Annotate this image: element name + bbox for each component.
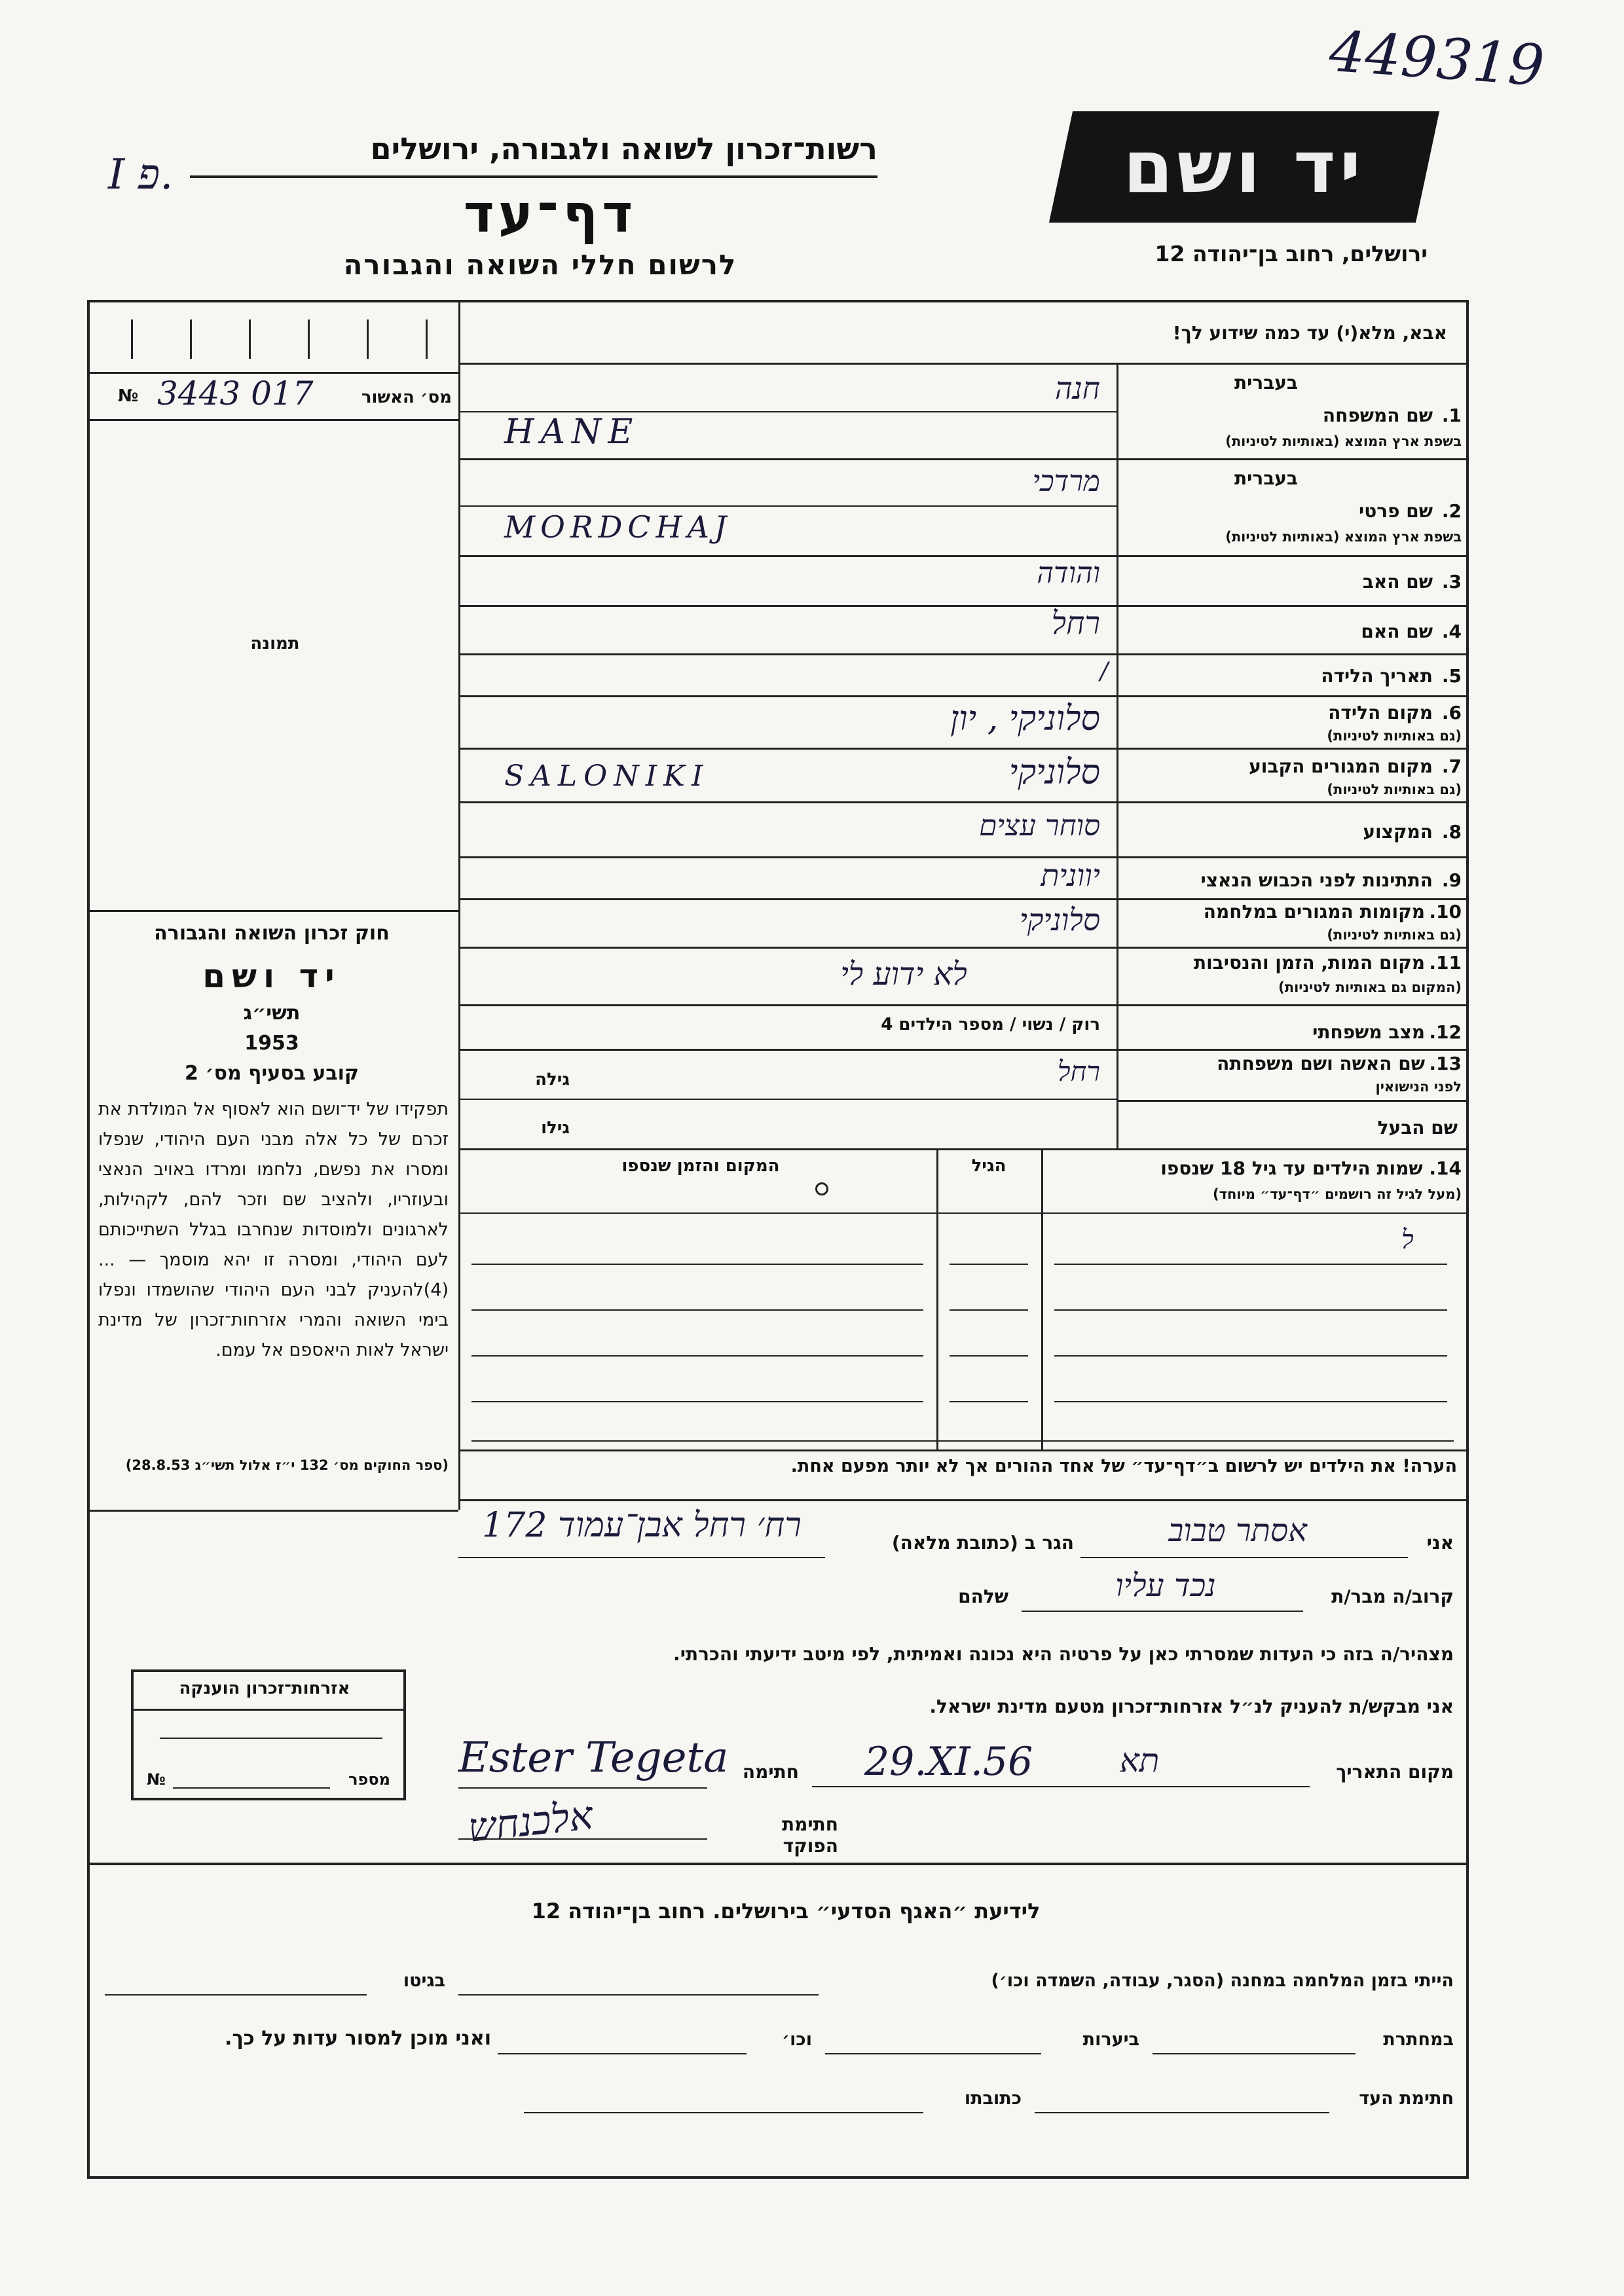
value-profession: סוחר עצים <box>979 809 1100 843</box>
intro-text: אבא, מלא(י) עד כמה שידוע לך! <box>1172 322 1447 344</box>
label-first-name: שם פרטי <box>1358 500 1433 522</box>
file-number: 449319 <box>1327 18 1547 100</box>
label-residence: מקום המגורים הקבוע <box>1249 756 1433 777</box>
footer-line1-blank <box>458 1994 819 1995</box>
decl-officer-sign: אלכנחש <box>466 1793 595 1851</box>
rule-7 <box>458 801 1469 803</box>
decl-relation-label: קרוב/ה מבר/ת <box>1331 1586 1454 1607</box>
children-place-dot <box>815 1182 828 1195</box>
label-birth-place: מקום הלידה <box>1328 702 1433 723</box>
label-death: מקום המות, הזמן והנסיבות <box>1193 952 1425 974</box>
label-birth-date: תאריך הלידה <box>1321 665 1433 687</box>
label-father: שם האב <box>1362 571 1433 592</box>
note-top-rule <box>458 1449 1469 1451</box>
age-line-2 <box>950 1309 1028 1311</box>
memorial-box: אזרחות־זכרון הוענקה מספר № <box>131 1669 406 1800</box>
memorial-box-line-2 <box>173 1787 330 1789</box>
footer-line2-blank-a <box>1153 2053 1356 2054</box>
footer-line2-a: במחתרת <box>1383 2030 1454 2050</box>
rule-husband <box>458 1148 1469 1150</box>
law-clause: קובע בסעיף מס׳ 2 <box>184 1062 360 1085</box>
photo-label: תמונה <box>250 634 300 653</box>
footer-title: לידיעת ״האגף הסדעי״ בירושלים. רחוב בן־יהודה 12 <box>531 1899 1041 1923</box>
label-surname: שם המשפחה <box>1322 405 1433 426</box>
photo-bottom-rule <box>87 910 458 912</box>
field-row-9: 9. התתינות לפני הכבוש הנאצי <box>1200 869 1462 891</box>
decl-signature: Ester Tegeta <box>458 1734 729 1782</box>
decl-resident-label: הגר ב (כתובת מלאה) <box>891 1532 1074 1554</box>
note-bottom-rule <box>458 1499 1469 1501</box>
child-line-3 <box>1054 1355 1447 1357</box>
value-surname-lat: HANE <box>504 412 640 452</box>
value-residence-lat: SALONIKI <box>504 759 710 793</box>
decl-officer-line <box>458 1838 707 1840</box>
place-line-5 <box>471 1440 1454 1442</box>
margin-note: I פ. <box>108 151 174 199</box>
decl-officer-label: חתימת הפוקד <box>782 1813 838 1857</box>
label-husband-age: גילו <box>541 1118 570 1138</box>
intro-rule <box>458 363 1469 365</box>
rule-11 <box>458 1004 1469 1006</box>
approval-top-rule <box>87 372 458 374</box>
decl-i-value: אסתר טבוב <box>1168 1512 1307 1549</box>
label-wartime-residence: מקומות המגורים במלחמה <box>1203 901 1425 922</box>
law-year-heb: תשי״ג <box>243 1002 301 1025</box>
footer-line2-b: ביערות <box>1082 2030 1139 2050</box>
footer-line3-a: חתימת העד <box>1359 2088 1454 2109</box>
form-title: דף־עד <box>463 183 637 244</box>
law-name: יד ושם <box>202 957 341 995</box>
footer-line2-c: וכו׳ <box>782 2030 812 2050</box>
value-surname-heb: חנה <box>1054 371 1100 406</box>
footer-line3-blank-a <box>1035 2112 1329 2113</box>
rule-4 <box>458 653 1469 655</box>
approval-ticks <box>118 319 452 363</box>
field-row-7: 7. מקום המגורים הקבוע (גם באותיות לטיניות) <box>1249 756 1462 797</box>
children-age-col: הגיל <box>971 1156 1006 1176</box>
rule-5 <box>458 695 1469 697</box>
place-line-1 <box>471 1264 923 1265</box>
field-row-12: 12. מצב משפחתי <box>1312 1021 1462 1043</box>
decl-date-value: 29.XI.56 <box>864 1739 1033 1785</box>
law-bottom-rule <box>87 1510 458 1512</box>
memorial-box-line-1 <box>160 1738 382 1739</box>
approval-bottom-rule <box>87 419 458 421</box>
approval-row: № 3443 017 מס׳ האשור <box>118 374 452 412</box>
gazette-ref: (ספר החוקים מס׳ 132 י״ז אלול תשי״ג 28.8.53) <box>125 1457 449 1473</box>
memorial-number-label: מספר <box>348 1770 390 1789</box>
decl-signature-label: חתימה <box>742 1761 799 1783</box>
footer-line2-blank-c <box>498 2053 747 2054</box>
place-line-3 <box>471 1355 923 1357</box>
footer-line1: הייתי בזמן המלחמה במחנה (הסגר, עבודה, השמדה וכו׳) <box>991 1971 1454 1991</box>
field-row-1: 1. שם המשפחה בעברית בשפת ארץ המוצא (באותיות לטיניות) <box>1225 372 1462 449</box>
age-line-1 <box>950 1264 1028 1265</box>
value-wartime-residence: סלוניקי <box>1019 902 1100 938</box>
value-birth-date: / <box>1100 658 1109 685</box>
place-line-2 <box>471 1309 923 1311</box>
place-line-4 <box>471 1401 923 1402</box>
footer-line1-end: בגיטו <box>403 1971 445 1991</box>
decl-place-date-line <box>812 1786 1310 1787</box>
field-row-5: 5. תאריך הלידה <box>1321 665 1462 687</box>
authority-underline <box>190 175 877 178</box>
form-subtitle: לרשום חללי השואה והגבורה <box>343 249 737 281</box>
children-mark: ל <box>1401 1225 1414 1255</box>
age-line-3 <box>950 1355 1028 1357</box>
children-header-rule <box>458 1212 1469 1214</box>
decl-relation-value: נכד עליו <box>1115 1567 1216 1604</box>
value-nationality: יוונית <box>1041 858 1100 893</box>
footer-line1-blank-2 <box>105 1994 367 1995</box>
left-panel-divider <box>458 300 460 1510</box>
authority-line: רשות־זכרון לשואה ולגבורה, ירושלים <box>370 131 877 166</box>
children-divider-a <box>936 1148 938 1449</box>
rule-2a <box>458 505 1116 507</box>
decl-i-line <box>1080 1557 1408 1558</box>
decl-i-label: אני <box>1426 1532 1454 1554</box>
value-wife: רחל <box>1057 1055 1100 1087</box>
footer-line2-end: ואני מוכן למסור עדות על כך. <box>225 2027 491 2050</box>
memorial-box-rule <box>134 1709 403 1711</box>
field-row-11: 11. מקום המות, הזמן והנסיבות (המקום גם באותיות לטיניות) <box>1193 952 1462 995</box>
child-line-2 <box>1054 1309 1447 1311</box>
label-wife: שם האשה ושם משפחתה <box>1217 1053 1425 1074</box>
approval-value: 3443 017 <box>157 374 314 412</box>
child-line-4 <box>1054 1401 1447 1402</box>
footer-top-rule <box>87 1863 1469 1865</box>
logo-text: יד ושם <box>1123 125 1365 209</box>
value-birth-place: סלוניקי , יון <box>950 699 1100 738</box>
value-first-name-lat: MORDCHAJ <box>504 509 732 545</box>
decl-request: אני מבקש/ת להעניק לנ״ל אזרחות־זכרון מטעם מדינת ישראל. <box>929 1696 1454 1717</box>
children-note: הערה! את הילדים יש לרשום ב״דף־עד״ של אחד ההורים אך לא יותר מפעם אחת. <box>790 1456 1457 1476</box>
footer-line2-blank-b <box>825 2053 1041 2054</box>
rule-13b <box>1116 1100 1469 1102</box>
child-line-1 <box>1054 1264 1447 1265</box>
decl-relation-suffix: שלהם <box>958 1586 1008 1607</box>
age-line-4 <box>950 1401 1028 1402</box>
value-residence-heb: סלוניקי <box>1008 753 1100 792</box>
children-place-col: המקום והזמן שנספו <box>621 1156 780 1176</box>
label-profession: המקצוע <box>1363 821 1433 843</box>
field-row-3: 3. שם האב <box>1362 571 1462 592</box>
field-row-2: 2. שם פרטי בעברית בשפת ארץ המוצא (באותיות לטיניות) <box>1225 467 1462 545</box>
decl-resident-value: רח׳ רחל אבן־עמוד 172 <box>482 1506 802 1545</box>
value-marital: רוק / נשוי / מספר הילדים 4 <box>881 1015 1100 1034</box>
memorial-box-title: אזרחות־זכרון הוענקה <box>179 1679 350 1698</box>
tag-hebrew-1: בעברית <box>1234 372 1298 393</box>
label-marital: מצב משפחתי <box>1312 1021 1425 1043</box>
value-first-name-heb: מרדכי <box>1032 465 1100 498</box>
label-column-divider <box>1116 363 1118 1148</box>
logo <box>1049 111 1439 223</box>
label-wife-age: גילה <box>535 1070 570 1089</box>
field-row-13: 13. שם האשה ושם משפחתה לפני הנישואין <box>1217 1053 1462 1095</box>
decl-place-date-label: מקום התאריך <box>1336 1761 1454 1783</box>
label-nationality: התתינות לפני הכבוש הנאצי <box>1200 869 1433 891</box>
field-row-8: 8. המקצוע <box>1363 821 1462 843</box>
approval-label: מס׳ האשור <box>361 388 452 407</box>
decl-signature-line <box>458 1787 707 1789</box>
footer-line3-blank-b <box>524 2112 923 2113</box>
field-row-6: 6. מקום הלידה (גם באותיות לטיניות) <box>1327 702 1462 744</box>
law-year: 1953 <box>244 1032 299 1055</box>
address: ירושלים, רחוב בן־יהודה 12 <box>1154 241 1428 266</box>
rule-13a <box>458 1099 1116 1100</box>
decl-place-value: תא <box>1119 1741 1160 1779</box>
decl-statement: מצהיר/ה בזה כי העדות שמסרתי כאן על פרטיה היא נכונה ואמיתית, לפי מיטב ידיעתי והכרתי. <box>673 1643 1454 1665</box>
value-father: והודה <box>1037 556 1100 590</box>
photo-box <box>98 426 452 910</box>
value-mother: רחל <box>1051 605 1100 642</box>
footer-line3-b: כתובתו <box>964 2088 1022 2109</box>
children-divider-b <box>1041 1148 1043 1449</box>
field-row-10: 10. מקומות המגורים במלחמה (גם באותיות לטיניות) <box>1203 901 1462 943</box>
decl-resident-line <box>458 1557 825 1558</box>
rule-6 <box>458 748 1469 750</box>
tag-hebrew-2: בעברית <box>1234 467 1298 489</box>
label-husband: שם הבעל <box>1377 1117 1458 1139</box>
rule-3 <box>458 605 1469 607</box>
value-death: לא ידוע לי <box>840 956 967 993</box>
label-mother: שם האם <box>1361 621 1433 642</box>
law-heading: חוק זכרון השואה והגבורה <box>154 922 390 945</box>
decl-relation-line <box>1022 1611 1303 1612</box>
children-header: 14. שמות הילדים עד גיל 18 שנספו (מעל לגיל זה רושמים ״דף־עד״ מיוחד) <box>1160 1157 1462 1202</box>
law-text: תפקידו של יד־ושם הוא לאסוף אל המולדת את זכרם של כל אלה מבני העם היהודי, שנפלו ומסרו את נפשם, נלחמו ומרדו באויב הנאצי ובעוזריו, ולהציב שם וזכר להם, לקהילות, לארגונים ולמוסדות שנחרבו בגלל השתייכותם לעם היהודי, ומסרה זו יהא מוסמך — ...(4)להעניק לבני העם היהודי שהושמדו ונפלו בימי השואה והמרי אזרחות־זכרון של מדינת ישראל לאות היאספם אל עמם. <box>98 1099 449 1360</box>
rule-1b <box>458 458 1469 460</box>
field-row-4: 4. שם האם <box>1361 621 1462 642</box>
field-row-husband <box>1121 1110 1462 1147</box>
